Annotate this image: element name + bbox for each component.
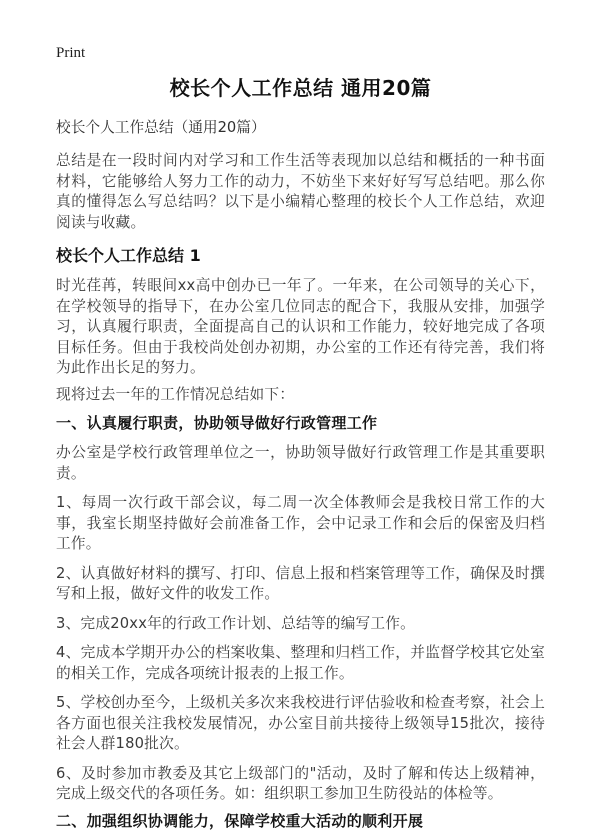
list-item: 5、学校创办至今，上级机关多次来我校进行评估验收和检查考察，社会上各方面也很关注我校发展情况，办公室目前共接待上级领导15批次，接待社会人群180批次。 <box>56 694 545 752</box>
article-heading: 校长个人工作总结 1 <box>56 246 201 265</box>
intro-paragraph: 总结是在一段时间内对学习和工作生活等表现加以总结和概括的一种书面材料，它能够给人努力工作的动力，不妨坐下来好好写写总结吧。那么你真的懂得怎么写总结吗？以下是小编精心整理的校长个人工作总结，欢迎阅读与收藏。 <box>56 152 545 231</box>
section-heading-1: 一、认真履行职责，协助领导做好行政管理工作 <box>56 414 378 432</box>
list-item: 2、认真做好材料的撰写、打印、信息上报和档案管理等工作，确保及时撰写和上报，做好文件的收发工作。 <box>56 564 545 602</box>
list-item: 3、完成20xx年的行政工作计划、总结等的编写工作。 <box>56 614 416 632</box>
print-link[interactable]: Print <box>56 45 86 61</box>
transition-paragraph: 现将过去一年的工作情况总结如下： <box>56 385 295 403</box>
section-heading-2: 二、加强组织协调能力，保障学校重大活动的顺利开展 <box>56 811 424 830</box>
section1-intro-paragraph: 办公室是学校行政管理单位之一，协助领导做好行政管理工作是其重要职责。 <box>56 444 545 482</box>
page-title: 校长个人工作总结 通用20篇 <box>169 76 432 100</box>
list-item: 6、及时参加市教委及其它上级部门的"活动，及时了解和传达上级精神，完成上级交代的各项任务。如：组织职工参加卫生防役站的体检等。 <box>56 764 545 802</box>
article-opening-paragraph: 时光荏苒，转眼间xx高中创办已一年了。一年来，在公司领导的关心下，在学校领导的指导下，在办公室几位同志的配合下，我服从安排，加强学习，认真履行职责，全面提高自己的认识和工作能力，较好地完成了各项目标任务。但由于我校尚处创办初期，办公室的工作还有待完善，我们将为此作出长足的努力。 <box>56 277 545 376</box>
document-subtitle: 校长个人工作总结（通用20篇） <box>56 119 266 136</box>
list-item: 1、每周一次行政干部会议，每二周一次全体教师会是我校日常工作的大事，我室长期坚持做好会前准备工作，会中记录工作和会后的保密及归档工作。 <box>56 494 545 552</box>
list-item: 4、完成本学期开办公的档案收集、整理和归档工作，并监督学校其它处室的相关工作，完成各项统计报表的上报工作。 <box>56 644 545 682</box>
